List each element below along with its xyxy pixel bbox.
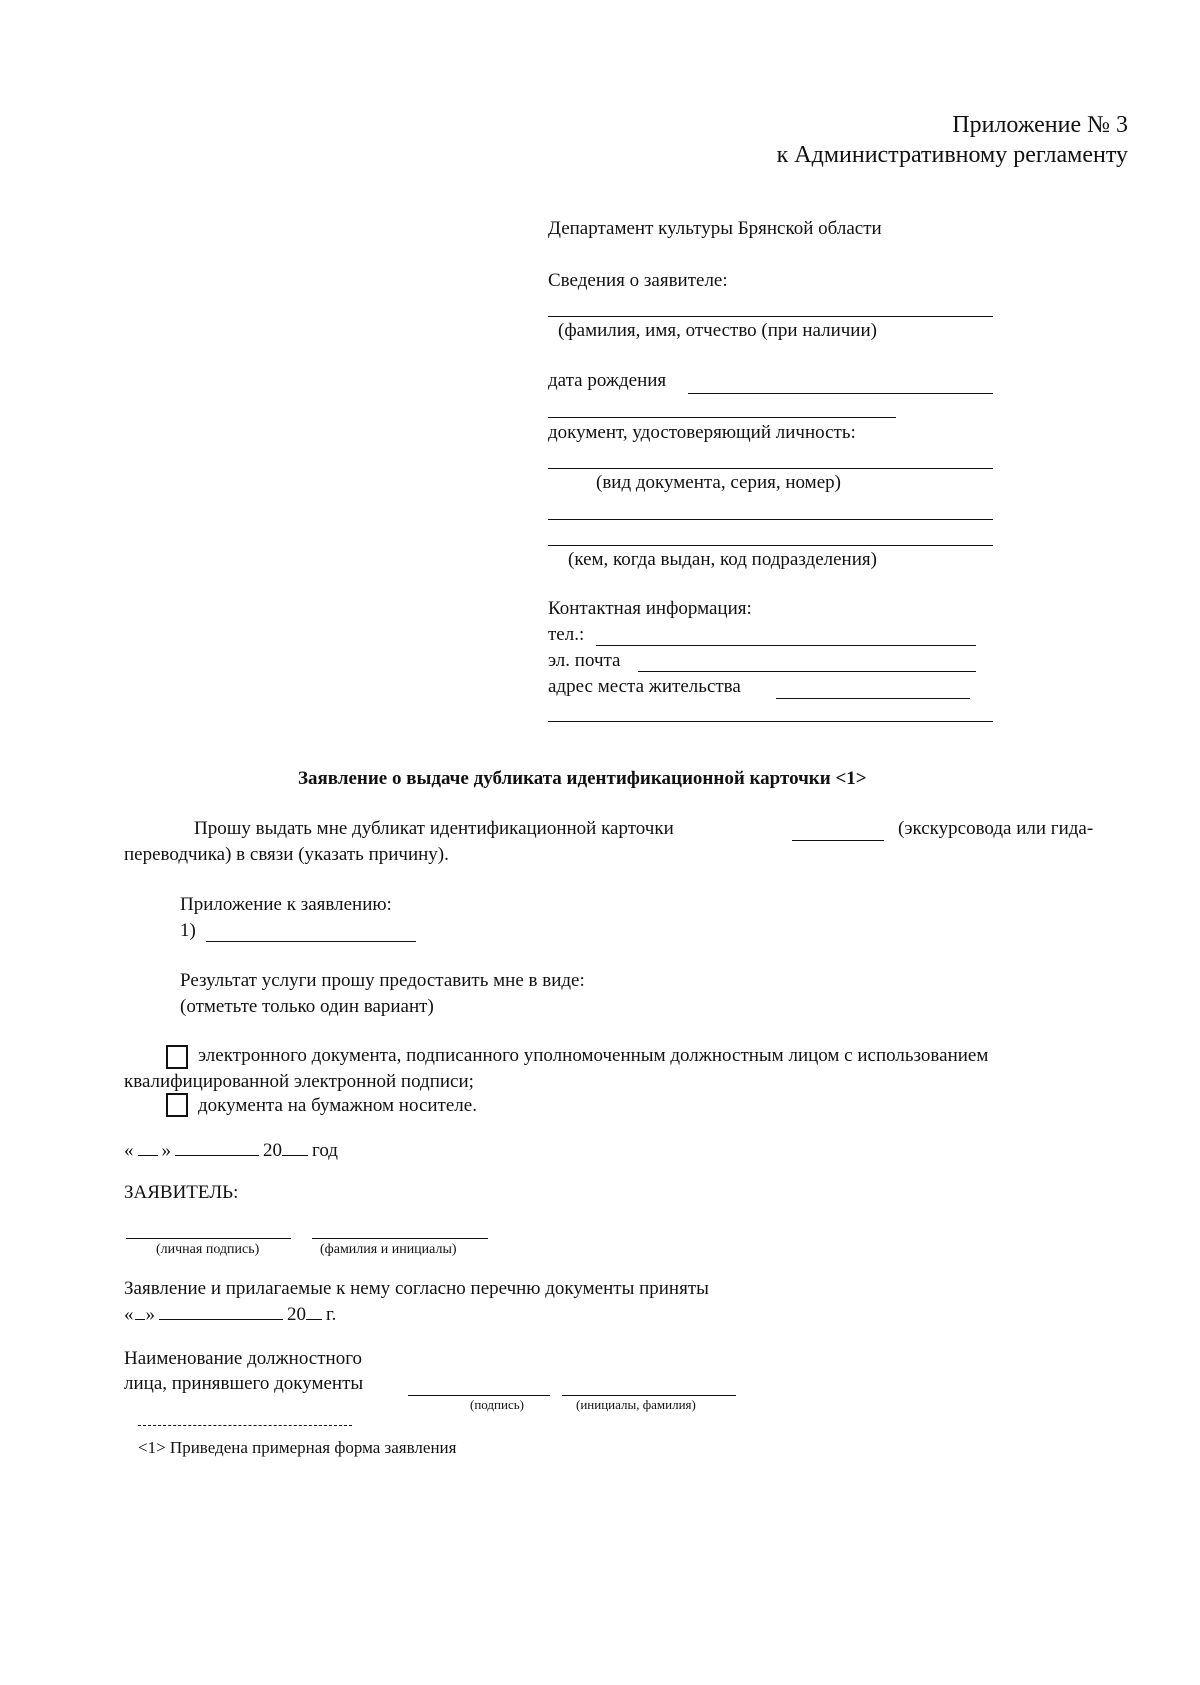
accept-date-close-quote: » [145,1304,155,1325]
accept-date-day-field[interactable] [135,1318,145,1320]
phone-field[interactable] [596,645,976,646]
id-document-label: документ, удостоверяющий личность: [548,422,856,443]
date-day-field[interactable] [138,1154,158,1156]
accept-date-year-prefix: 20 [287,1304,306,1325]
accept-date-month-field[interactable] [159,1318,283,1320]
result-label: Результат услуги прошу предоставить мне в виде: [180,970,585,991]
body-line-1a: Прошу выдать мне дубликат идентификационной карточки [194,818,674,839]
option-electronic-line-2: квалифицированной электронной подписи; [124,1071,474,1092]
official-line-2: лица, принявшего документы [124,1373,364,1394]
id-document-line[interactable] [548,468,993,469]
issued-line-1[interactable] [548,519,993,520]
date-year-suffix: год [312,1140,338,1161]
official-initials-line[interactable] [562,1395,736,1396]
phone-label: тел.: [548,624,585,645]
applicant-label: ЗАЯВИТЕЛЬ: [124,1182,239,1203]
official-sign-hint: (подпись) [470,1397,524,1412]
personal-signature-line[interactable] [126,1238,291,1239]
birth-date-extra-line[interactable] [548,417,896,418]
birth-date-field[interactable] [688,393,993,394]
surname-initials-hint: (фамилия и инициалы) [320,1242,457,1257]
department-name: Департамент культуры Брянской области [548,218,882,239]
attachment-item-field[interactable] [206,941,416,942]
issued-line-2[interactable] [548,545,993,546]
personal-signature-hint: (личная подпись) [156,1242,260,1257]
body-line-2: переводчика) в связи (указать причину). [124,844,449,865]
official-signature-line[interactable] [408,1395,550,1396]
option-paper-checkbox[interactable] [166,1093,188,1117]
option-electronic-checkbox[interactable] [166,1045,188,1069]
date-month-field[interactable] [175,1154,259,1156]
application-date [124,1140,338,1162]
accept-date-year-suffix: г. [326,1304,337,1325]
date-year-field[interactable] [282,1154,308,1156]
attachment-item-number: 1) [180,920,196,941]
applicant-info-label: Сведения о заявителе: [548,270,728,291]
accept-date-open-quote: « [124,1304,134,1325]
footnote-text: <1> Приведена примерная форма заявления [138,1438,457,1457]
attachment-label: Приложение к заявлению: [180,894,392,915]
fio-hint: (фамилия, имя, отчество (при наличии) [558,320,877,341]
date-close-quote: » [161,1140,171,1161]
issued-hint: (кем, когда выдан, код подразделения) [568,549,877,570]
surname-initials-line[interactable] [312,1238,488,1239]
footnote-separator [138,1425,352,1426]
body-line-1b: (экскурсовода или гида- [898,818,1094,839]
email-label: эл. почта [548,650,621,671]
contact-info-label: Контактная информация: [548,598,752,619]
acceptance-date [124,1304,336,1326]
application-title: Заявление о выдаче дубликата идентификационной карточки <1> [298,768,867,789]
accepted-text: Заявление и прилагаемые к нему согласно перечню документы приняты [124,1278,709,1299]
official-line-1: Наименование должностного [124,1348,363,1369]
card-type-field[interactable] [792,840,884,841]
date-open-quote: « [124,1140,134,1161]
fio-line[interactable] [548,316,993,317]
date-year-prefix: 20 [263,1140,282,1161]
result-hint: (отметьте только один вариант) [180,996,434,1017]
birth-date-label: дата рождения [548,370,667,391]
appendix-regulation: к Административному регламенту [776,142,1128,168]
address-extra-line[interactable] [548,721,993,722]
option-electronic-line-1: электронного документа, подписанного уполномоченным должностным лицом с использованием [198,1045,989,1066]
document-hint: (вид документа, серия, номер) [596,472,841,493]
address-field[interactable] [776,698,970,699]
email-field[interactable] [638,671,976,672]
official-initials-hint: (инициалы, фамилия) [576,1397,696,1412]
appendix-number: Приложение № 3 [952,112,1128,138]
accept-date-year-field[interactable] [306,1318,322,1320]
option-paper-label: документа на бумажном носителе. [198,1095,477,1116]
address-label: адрес места жительства [548,676,741,697]
